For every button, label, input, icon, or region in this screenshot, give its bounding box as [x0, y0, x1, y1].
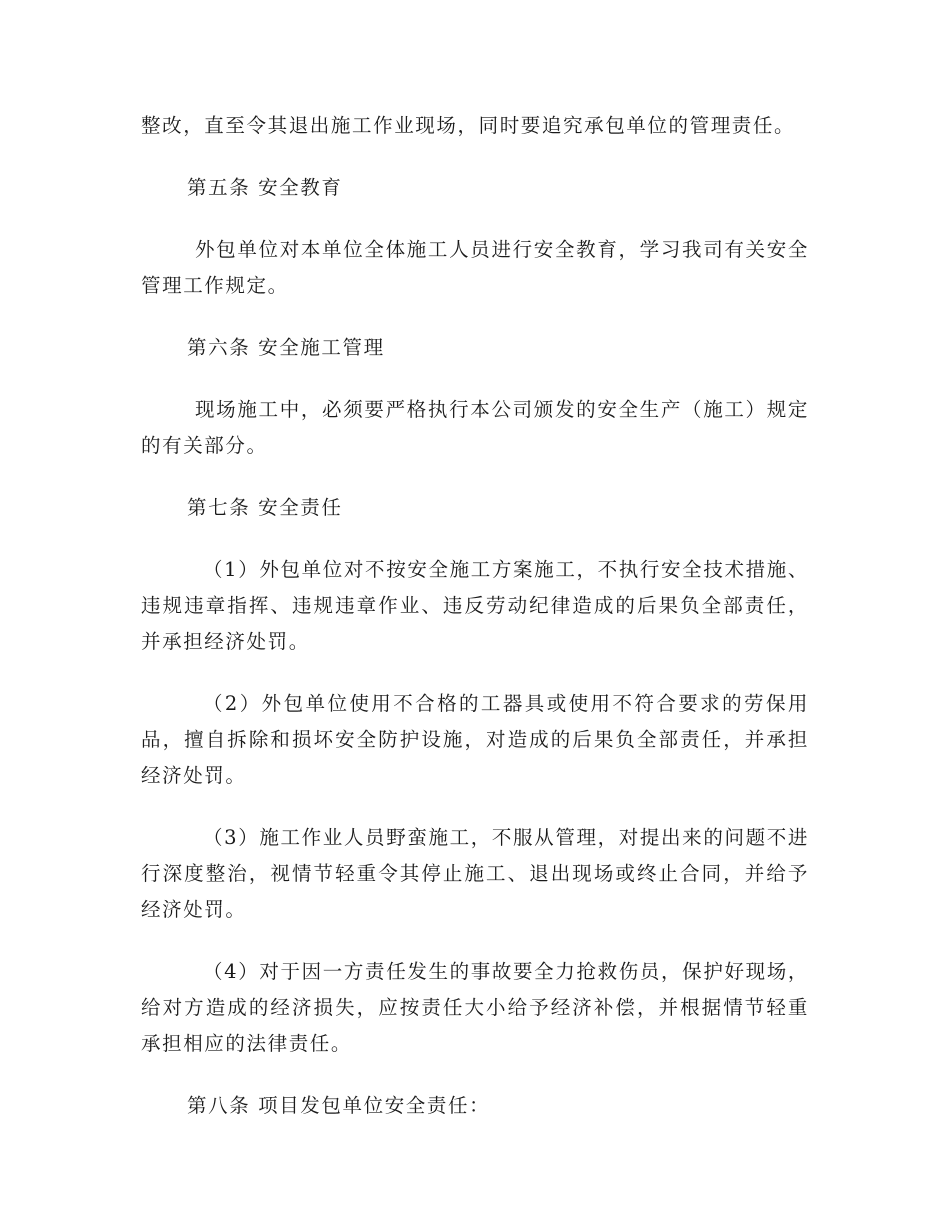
- article-6-heading: 第六条 安全施工管理: [187, 336, 385, 359]
- article-7-item-1: （1）外包单位对不按安全施工方案施工，不执行安全技术措施、违规违章指挥、违规违章作业、违反劳动纪律造成的后果负全部责任，并承担经济处罚。: [141, 558, 809, 653]
- article-8-heading: 第八条 项目发包单位安全责任：: [187, 1094, 491, 1117]
- article-7-item-3: （3）施工作业人员野蛮施工，不服从管理，对提出来的问题不进行深度整治，视情节轻重令其停止施工、退出现场或终止合同，并给予经济处罚。: [141, 826, 809, 921]
- paragraph-continuation: 整改，直至令其退出施工作业现场，同时要追究承包单位的管理责任。: [141, 114, 796, 137]
- document-body: [141, 108, 809, 1150]
- article-7-heading: 第七条 安全责任: [187, 496, 343, 519]
- article-5-body: 外包单位对本单位全体施工人员进行安全教育，学习我司有关安全管理工作规定。: [141, 238, 809, 297]
- article-5-heading: 第五条 安全教育: [187, 176, 343, 199]
- article-6-body: 现场施工中，必须要严格执行本公司颁发的安全生产（施工）规定的有关部分。: [141, 398, 809, 457]
- article-7-item-4: （4）对于因一方责任发生的事故要全力抢救伤员，保护好现场，给对方造成的经济损失，应按责任大小给予经济补偿，并根据情节轻重承担相应的法律责任。: [141, 960, 809, 1055]
- article-7-item-2: （2）外包单位使用不合格的工器具或使用不符合要求的劳保用品，擅自拆除和损坏安全防护设施，对造成的后果负全部责任，并承担经济处罚。: [141, 692, 809, 787]
